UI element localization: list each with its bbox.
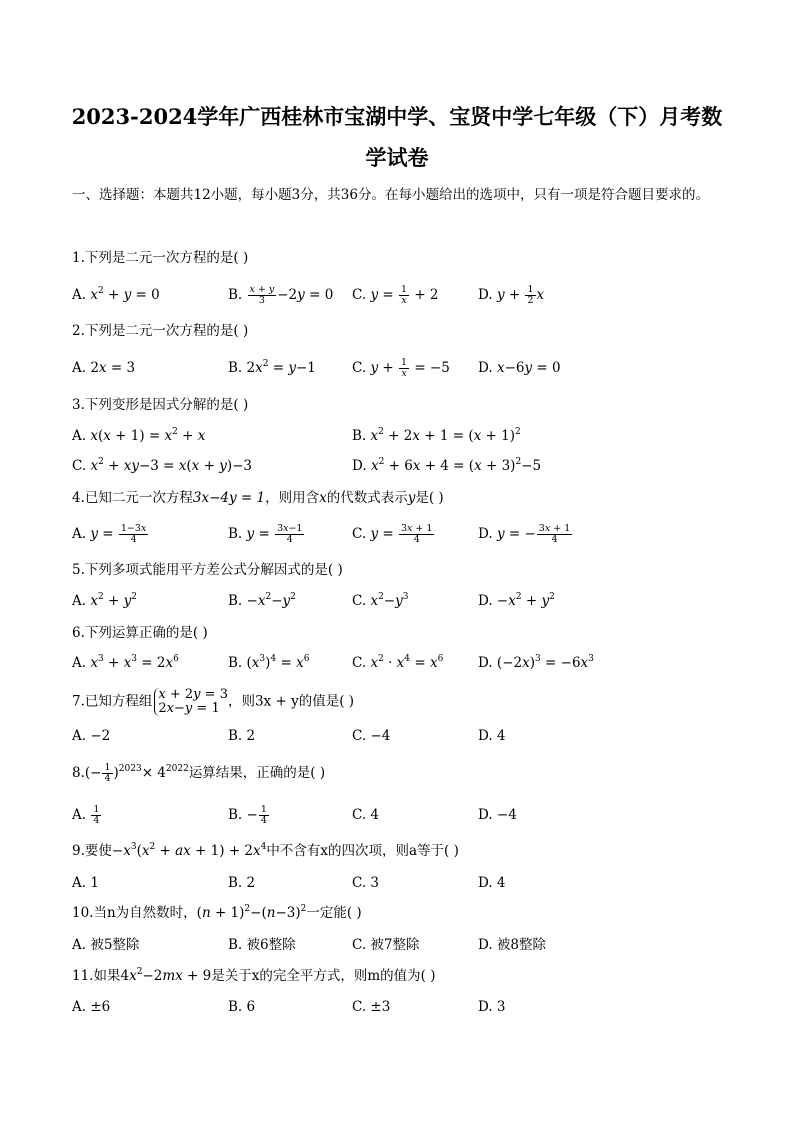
q6-option-c: C. $x^2 \cdot x^4 = x^6$ <box>352 654 444 671</box>
q4-var-x: x <box>319 490 327 506</box>
q4-var-y: y <box>407 490 416 506</box>
q9-option-b: B. 2 <box>228 875 256 891</box>
q9-option-a: A. 1 <box>72 875 99 891</box>
q11-prefix: 11.如果 <box>72 968 121 984</box>
q2-option-c: C. y + $\frac{1}{x}$ = −5 <box>352 357 450 379</box>
question-7 <box>72 688 354 716</box>
q8-option-b: B. − $\frac{1}{4}$ <box>228 804 267 826</box>
q1-option-d: D. y + $\frac{1}{2}$ x <box>478 284 545 306</box>
question-8 <box>72 763 325 784</box>
q2-option-a: A. 2x = 3 <box>72 360 136 376</box>
q10-prefix: 10.当n为自然数时， <box>72 905 197 921</box>
q3-option-d: D. $x^2 + 6x + 4 = (x + 3)^2-5$ <box>352 457 542 474</box>
q8-option-a: A. $\frac{1}{4}$ <box>72 804 100 826</box>
q10-suffix: 一定能( ) <box>306 905 362 921</box>
q6-option-a: A. $x^3 + x^3 = 2x^6$ <box>72 654 179 671</box>
q4-mid: ，则用含 <box>265 490 320 506</box>
q4-option-c: C. y = $\frac{3x + 1}{4}$ <box>352 523 433 545</box>
q11-option-d: D. 3 <box>478 999 506 1015</box>
q4-mid2: 的代数式表示 <box>326 490 408 506</box>
q1-option-a: A. $x^2 + y = 0$ <box>72 286 160 303</box>
question-6: 6.下列运算正确的是( ) <box>72 625 208 641</box>
question-4 <box>72 488 444 508</box>
q7-prefix: 7.已知方程组 <box>72 693 153 710</box>
q11-option-b: B. 6 <box>228 999 256 1015</box>
q8-suffix: 运算结果，正确的是( ) <box>188 765 326 781</box>
q11-option-a: A. ±6 <box>72 999 111 1015</box>
question-11 <box>72 966 436 986</box>
question-5: 5.下列多项式能用平方差公式分解因式的是( ) <box>72 562 343 578</box>
q4-option-a: A. y = $\frac{1-3x}{4}$ <box>72 523 147 545</box>
q4-suffix: 是( ) <box>415 490 444 506</box>
q7-option-a: A. −2 <box>72 728 111 744</box>
exam-title-line1: 2023-2024学年广西桂林市宝湖中学、宝贤中学七年级（下）月考数 <box>71 104 723 129</box>
q5-option-b: B. $-x^2-y^2$ <box>228 592 296 609</box>
q1-option-c: C. y = $\frac{1}{x}$ + 2 <box>352 284 439 306</box>
q9-suffix: 中不含有x的四次项，则a等于( ) <box>266 843 459 859</box>
q2-option-d: D. x−6y = 0 <box>478 360 561 376</box>
q4-prefix: 4.已知二元一次方程 <box>72 490 193 506</box>
q9-prefix: 9.要使 <box>72 843 112 859</box>
q10-option-c: C. 被7整除 <box>352 937 420 953</box>
q5-option-c: C. $x^2-y^3$ <box>352 592 409 609</box>
q6-option-d: D. $(-2x)^3 = -6x^3$ <box>478 654 594 671</box>
q9-option-d: D. 4 <box>478 875 506 891</box>
q8-expression: 8.(− $\frac{1}{4}$ )$^{2023}\times 4^{2022}$ <box>72 762 189 784</box>
q4-equation: 3x−4y = 1 <box>192 490 266 506</box>
q1-option-b: B. $\frac{x + y}{3}$ −2y = 0 <box>228 284 334 306</box>
q5-option-d: D. $-x^2 + y^2$ <box>478 592 555 609</box>
q11-expression: $4x^2-2mx + 9$ <box>120 967 212 984</box>
q7-option-c: C. −4 <box>352 728 391 744</box>
q10-option-d: D. 被8整除 <box>478 937 547 953</box>
q10-expression: $(n + 1)^2-(n-3)^2$ <box>196 904 307 921</box>
q9-option-c: C. 3 <box>352 875 380 891</box>
q3-option-b: B. $x^2 + 2x + 1 = (x + 1)^2$ <box>352 427 521 444</box>
question-9 <box>72 841 459 861</box>
q5-option-a: A. $x^2 + y^2$ <box>72 592 137 609</box>
question-10 <box>72 903 362 923</box>
q7-equation-system: x + 2y = 3 2x−y = 1 <box>154 688 228 716</box>
q8-option-d: D. −4 <box>478 807 517 823</box>
q8-option-c: C. 4 <box>352 807 380 823</box>
q10-option-a: A. 被5整除 <box>72 937 140 953</box>
q3-option-c: C. $x^2 + xy-3 = x(x + y)-3$ <box>72 457 252 474</box>
q10-option-b: B. 被6整除 <box>228 937 296 953</box>
q7-suffix: ，则3x + y的值是( ) <box>227 693 355 710</box>
question-1: 1.下列是二元一次方程的是( ) <box>72 250 249 266</box>
question-2: 2.下列是二元一次方程的是( ) <box>72 323 249 339</box>
exam-title-line2: 学试卷 <box>365 145 429 170</box>
q4-option-d: D. y = − $\frac{3x + 1}{4}$ <box>478 523 571 545</box>
q7-option-b: B. 2 <box>228 728 256 744</box>
q7-option-d: D. 4 <box>478 728 506 744</box>
q9-expression: $-x^3(x^2$ + ax + $1) + 2x^4$ <box>111 842 267 859</box>
question-3: 3.下列变形是因式分解的是( ) <box>72 397 249 413</box>
q3-option-a: A. $x(x + 1) = x^2 + x$ <box>72 427 206 444</box>
q11-suffix: 是关于x的完全平方式，则m的值为( ) <box>211 968 436 984</box>
q11-option-c: C. ±3 <box>352 999 391 1015</box>
q2-option-b: B. $2x^2 = y-1$ <box>228 359 316 376</box>
section-intro: 一、选择题：本题共12小题，每小题3分，共36分。在每小题给出的选项中，只有一项是符合题目要求的。 <box>72 187 709 203</box>
q6-option-b: B. $(x^3)^4 = x^6$ <box>228 654 310 671</box>
q4-option-b: B. y = $\frac{3x-1}{4}$ <box>228 523 303 545</box>
